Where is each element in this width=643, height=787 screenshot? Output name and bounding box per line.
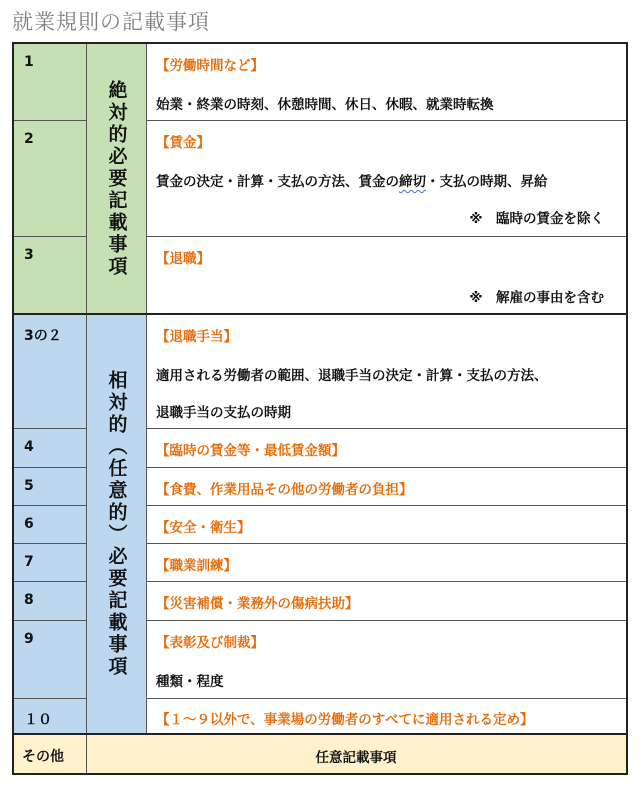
absolute-category-label: 絶対的必要記載事項 — [105, 80, 128, 278]
row-heading: 【臨時の賃金等・最低賃金額】 — [156, 443, 345, 459]
row-number: 9 — [24, 631, 34, 647]
row-number: 6 — [24, 516, 34, 532]
row-number: 4 — [24, 439, 34, 455]
row-number: 2 — [24, 131, 34, 147]
row-content — [146, 429, 626, 467]
row-heading: 【退職手当】 — [156, 329, 237, 345]
page-title: 就業規則の記載事項 — [12, 10, 210, 34]
row-heading: 【食費、作業用品その他の労働者の負担】 — [156, 482, 413, 498]
row-number: 8 — [24, 592, 34, 608]
row-number: 3 — [24, 247, 34, 263]
other-content-text: 任意記載事項 — [315, 750, 397, 766]
row-content — [146, 315, 626, 428]
row-heading: 【賃金】 — [156, 135, 210, 151]
row-content — [146, 506, 626, 543]
row-content — [146, 582, 626, 620]
row-number: １０ — [24, 712, 52, 728]
row-content — [146, 468, 626, 505]
absolute-category — [86, 44, 146, 314]
row-number: 5 — [24, 478, 34, 494]
row-content — [146, 544, 626, 581]
row-heading: 【１～９以外で、事業場の労働者のすべてに適用される定め】 — [156, 712, 534, 728]
row-heading: 【表彰及び制裁】 — [156, 635, 264, 651]
row-heading: 【労働時間など】 — [156, 58, 264, 74]
row-heading: 【災害補償・業務外の傷病扶助】 — [156, 596, 359, 612]
row-text: 退職手当の支払の時期 — [156, 405, 291, 421]
row-heading: 【安全・衛生】 — [156, 520, 251, 536]
row-text: 始業・終業の時刻、休憩時間、休日、休暇、就業時転換 — [156, 97, 494, 113]
row-text: 種類・程度 — [156, 674, 224, 690]
row-text: 適用される労働者の範囲、退職手当の決定・計算・支払の方法、 — [156, 368, 548, 384]
row-content — [146, 121, 626, 236]
row-number: 1 — [24, 54, 34, 70]
rules-table — [12, 42, 628, 775]
row-heading: 【退職】 — [156, 251, 210, 267]
row-heading: 【職業訓練】 — [156, 558, 237, 574]
relative-category-label: 相対的（任意的）必要記載事項 — [105, 370, 128, 678]
row-content — [146, 621, 626, 698]
row-content — [146, 44, 626, 120]
row-note: ※ 臨時の賃金を除く — [469, 211, 604, 227]
row-number: 3の２ — [24, 328, 62, 344]
row-text: 賃金の決定・計算・支払の方法、賃金の締切・支払の時期、昇給 — [156, 174, 548, 190]
other-label: その他 — [22, 749, 64, 765]
row-content — [146, 699, 626, 733]
other-content — [86, 735, 626, 773]
relative-category — [86, 314, 146, 734]
row-number: 7 — [24, 554, 34, 570]
row-note: ※ 解雇の事由を含む — [469, 290, 604, 306]
row-content — [146, 237, 626, 313]
